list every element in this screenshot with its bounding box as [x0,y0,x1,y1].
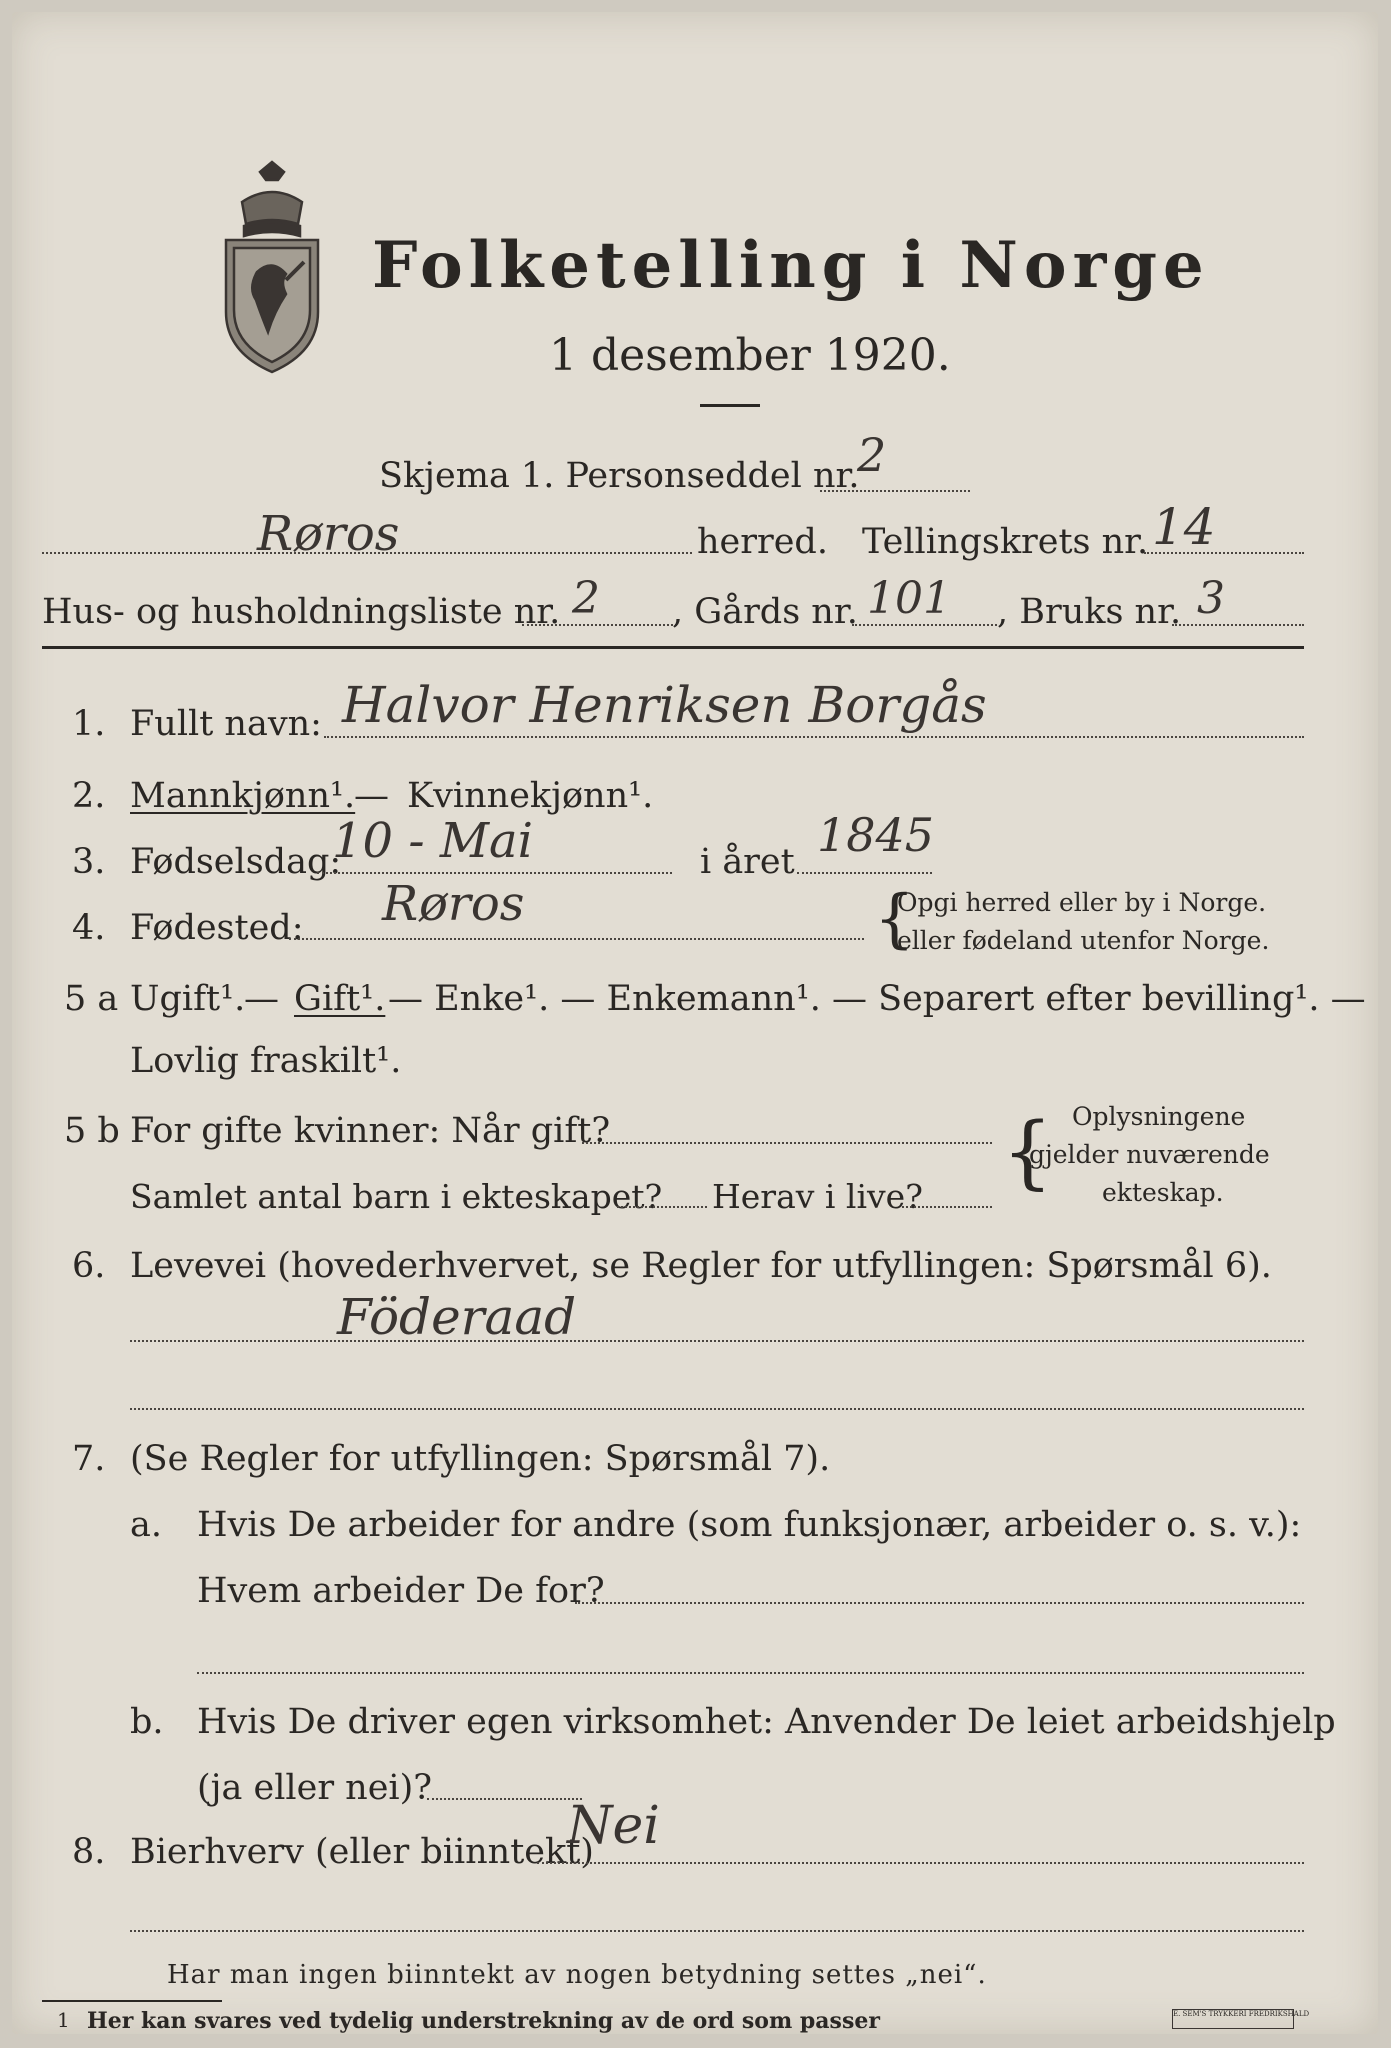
marriage-note-brace: { [1002,1105,1053,1198]
divorced-option: Lovlig fraskilt¹. [130,1041,402,1081]
title-rule [700,404,760,407]
occupation-field-line-1 [130,1340,1304,1342]
birth-year-label: i året [700,842,795,882]
full-name-field-line [324,736,1304,738]
q7b-number: b. [130,1702,164,1742]
census-form-page [12,12,1378,2034]
q4-number: 4. [72,908,106,948]
q7-number: 7. [72,1439,106,1479]
full-name-value: Halvor Henriksen Borgås [342,676,987,734]
q7a-text: Hvis De arbeider for andre (som funksjonær, arbeider o. s. v.): [197,1505,1302,1545]
birthplace-note-1: Opgi herred eller by i Norge. [897,888,1267,917]
children-alive-label: Herav i live? [712,1177,923,1216]
bruks-field-line [1172,624,1304,626]
side-income-field-line-2 [130,1930,1304,1932]
form-title: Folketelling i Norge [372,228,1210,303]
census-date: 1 desember 1920. [549,330,951,381]
no-income-note: Har man ingen biinntekt av nogen betydning settes „nei“. [167,1960,987,1990]
hired-help-label: (ja eller nei)? [197,1768,433,1808]
skjema-label: Skjema 1. Personseddel nr. [379,456,860,496]
skjema-value: 2 [857,428,887,482]
when-married-field-line [582,1142,992,1144]
printer-mark: E. SEM'S TRYKKERI FREDRIKSHALD [1172,2009,1294,2029]
birthplace-note-2: eller fødeland utenfor Norge. [897,926,1270,955]
gender-separator: — [354,776,389,816]
full-name-label: Fullt navn: [130,704,322,744]
birthplace-note-brace: { [874,882,915,956]
gards-label: , Gårds nr. [672,592,858,632]
marriage-note-2: gjelder nuværende [1029,1140,1270,1169]
occupation-field-line-2 [130,1408,1304,1410]
bruks-value: 3 [1197,573,1225,624]
q7-label: (Se Regler for utfyllingen: Spørsmål 7). [130,1439,831,1479]
birthday-value: 10 - Mai [332,813,533,869]
occupation-label: Levevei (hovederhvervet, se Regler for utfyllingen: Spørsmål 6). [130,1246,1272,1286]
children-count-field-line [617,1206,707,1208]
q3-number: 3. [72,842,106,882]
marital-other-options: — Enke¹. — Enkemann¹. — Separert efter bevilling¹. — [388,979,1366,1019]
when-married-label: For gifte kvinner: Når gift? [130,1111,611,1151]
side-income-field-line [537,1862,1304,1864]
q7a-number: a. [130,1505,162,1545]
herred-value: Røros [257,506,400,562]
marriage-note-1: Oplysningene [1072,1102,1246,1131]
hired-help-field-line [427,1798,582,1800]
husholdningsliste-field-line [522,624,677,626]
footnote-rule [42,2000,222,2002]
birthplace-field-line [289,938,864,940]
employer-label: Hvem arbeider De for? [197,1571,605,1611]
q7b-text: Hvis De driver egen virksomhet: Anvender De leiet arbeidshjelp [197,1702,1336,1742]
q2-number: 2. [72,776,106,816]
children-alive-field-line [902,1206,992,1208]
side-income-value: Nei [567,1796,660,1856]
husholdningsliste-value: 2 [572,573,600,624]
birth-year-value: 1845 [817,808,935,862]
bruks-label: , Bruks nr. [997,592,1182,632]
birthday-field-line [317,872,672,874]
married-option: Gift¹. [294,979,386,1019]
marriage-note-3: ekteskap. [1102,1178,1224,1207]
q6-number: 6. [72,1246,106,1286]
male-option: Mannkjønn¹. [130,776,356,816]
q5a-number: 5 a [64,979,119,1019]
gards-value: 101 [867,573,951,624]
tellingskrets-label: Tellingskrets nr. [862,522,1149,562]
birthplace-value: Røros [382,876,525,932]
side-income-label: Bierhverv (eller biinntekt) [130,1832,594,1872]
footnote-text: Her kan svares ved tydelig understrekning av de ord som passer [87,2008,880,2034]
children-count-label: Samlet antal barn i ekteskapet? [130,1177,663,1216]
coat-of-arms-icon [212,162,332,377]
q1-number: 1. [72,704,106,744]
husholdningsliste-label: Hus- og husholdningsliste nr. [42,592,561,632]
birth-year-field-line [797,872,932,874]
herred-label: herred. [697,522,828,562]
occupation-value: Föderaad [337,1288,577,1346]
skjema-field-line [820,490,970,492]
unmarried-option: Ugift¹. [130,979,246,1019]
gards-field-line [852,624,997,626]
marital-separator: — [244,979,279,1019]
footnote-number: 1 [57,2008,70,2032]
header-divider [42,646,1304,649]
q5b-number: 5 b [64,1111,120,1151]
q8-number: 8. [72,1832,106,1872]
employer-field-line-2 [197,1672,1304,1674]
female-option: Kvinnekjønn¹. [407,776,654,816]
birthday-label: Fødselsdag: [130,842,342,882]
employer-field-line [575,1602,1304,1604]
birthplace-label: Fødested: [130,908,304,948]
tellingskrets-value: 14 [1152,498,1216,556]
